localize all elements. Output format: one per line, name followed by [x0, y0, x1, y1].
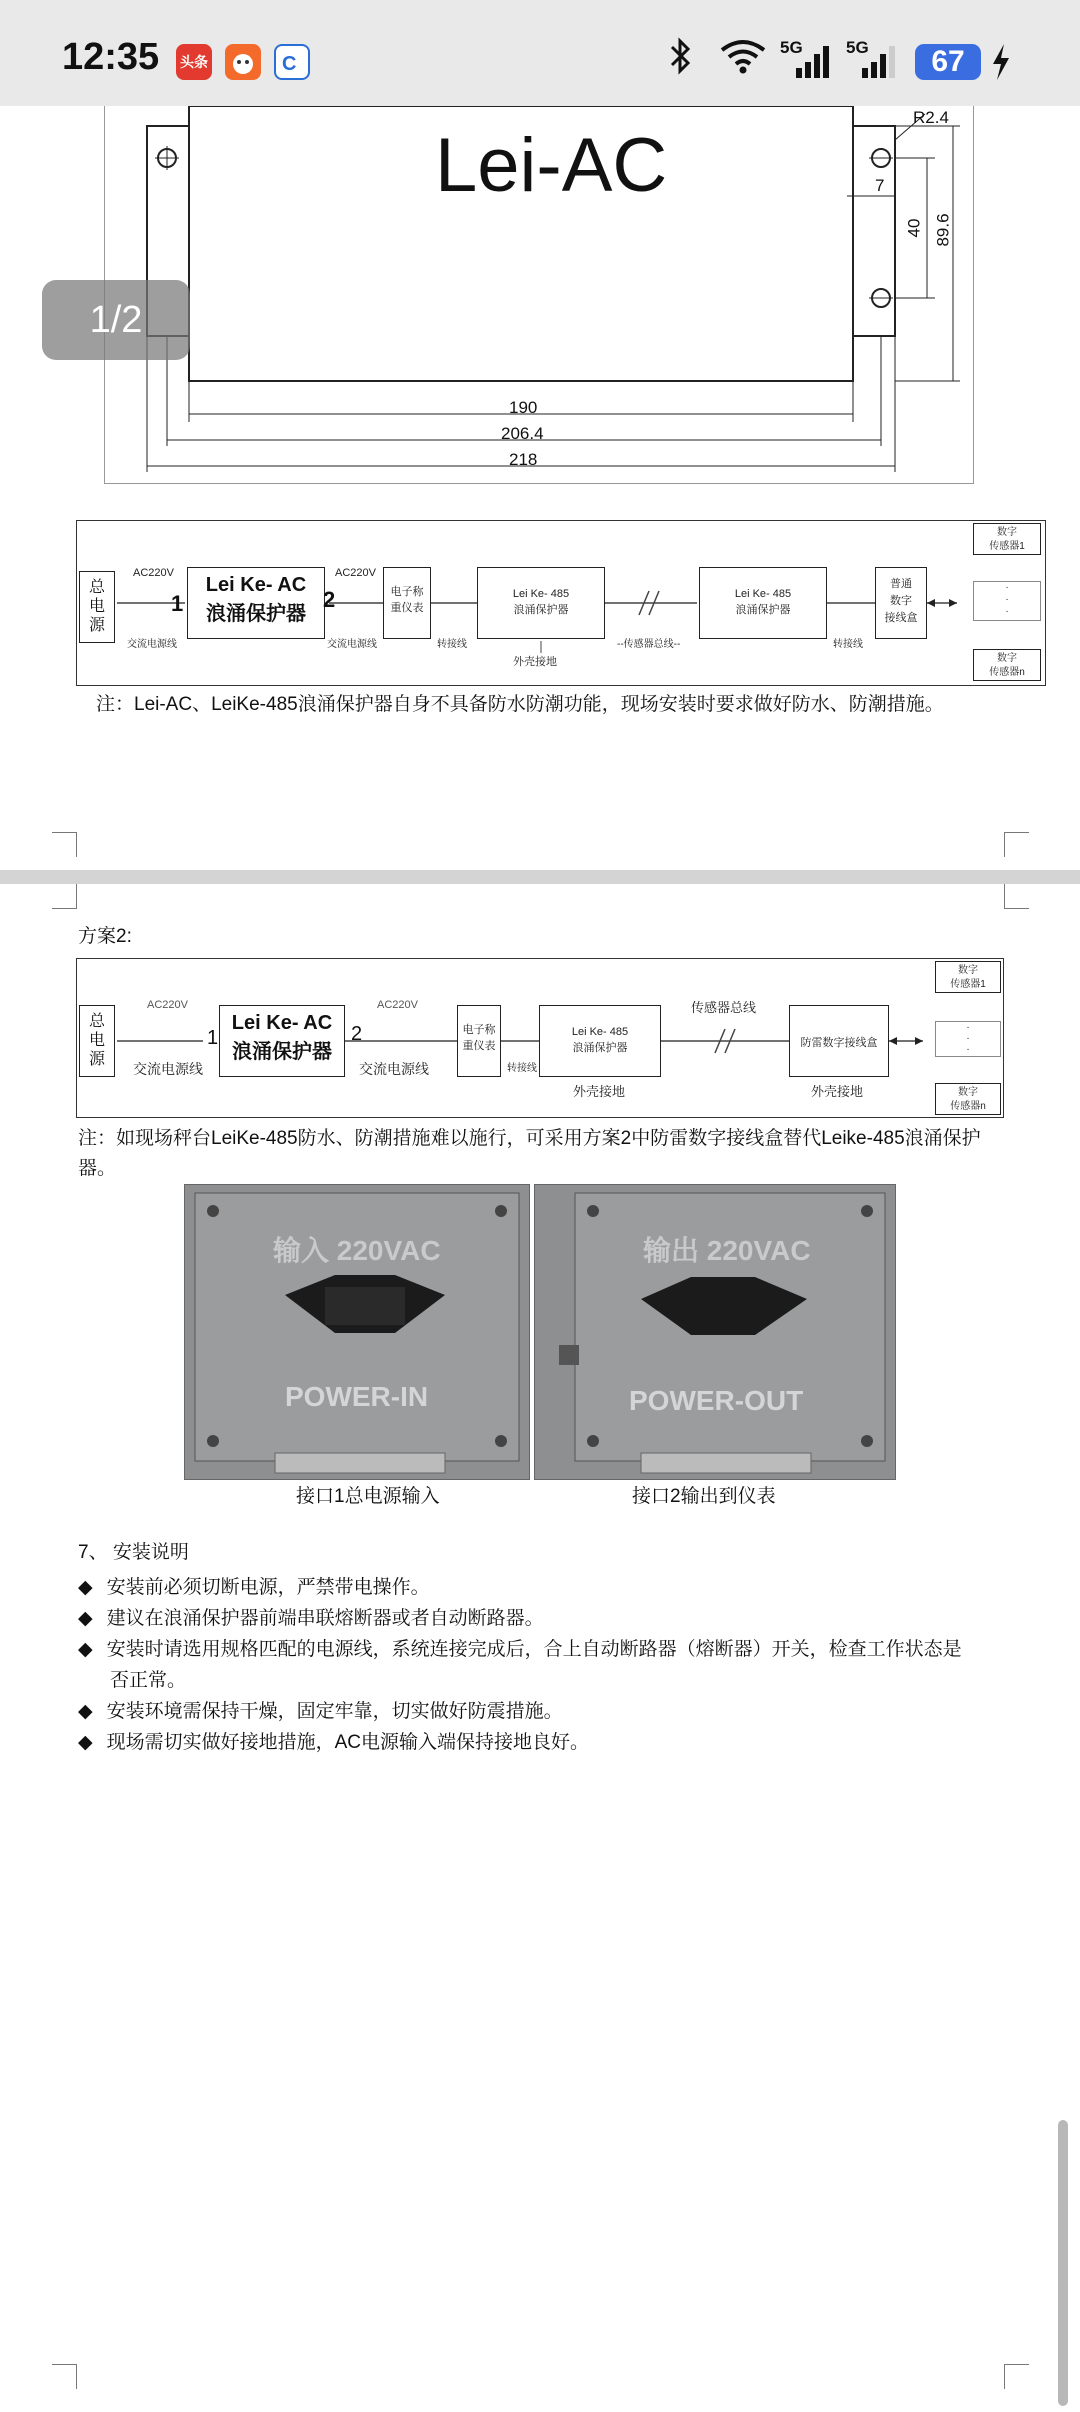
- junction-box: 普通 数字 接线盒: [875, 567, 927, 639]
- page-separator: [0, 870, 1080, 884]
- installation-bullets: [78, 1572, 1018, 1758]
- dim-radius: R2.4: [913, 108, 949, 127]
- technical-drawing: [104, 106, 974, 484]
- battery-indicator: 67: [915, 44, 981, 80]
- clock: 12:35: [62, 36, 160, 78]
- sensor-n-box-2: 数字 传感器n: [935, 1083, 1001, 1115]
- power-out-top-label: 输出 220VAC: [643, 1235, 811, 1266]
- signal-icon-2: 5G: [846, 38, 902, 80]
- power-in-top-label: 输入 220VAC: [273, 1235, 441, 1266]
- power-line-label-1: 交流电源线: [127, 639, 177, 650]
- app-icon: [274, 44, 310, 80]
- page-indicator: 1/2: [42, 280, 190, 360]
- power-out-photo: [534, 1184, 896, 1480]
- bullet-item: ◆ 安装环境需保持干燥，固定牢靠，切实做好防震措施。: [78, 1701, 563, 1722]
- port-2-label-2: 2: [351, 1023, 363, 1045]
- power-out-bottom-label: POWER-OUT: [629, 1385, 804, 1416]
- document-page-1: [0, 106, 1080, 870]
- dim-190: 190: [509, 398, 538, 417]
- svg-text:C: C: [282, 53, 297, 75]
- leike-485-protector-2: Lei Ke- 485 浪涌保护器: [539, 1005, 661, 1077]
- leike-ac-protector-2: Lei Ke- AC 浪涌保护器: [219, 1005, 345, 1077]
- sensor-1-box-2: 数字 传感器1: [935, 961, 1001, 993]
- power-line-label-2: 交流电源线: [327, 639, 377, 650]
- takeout-icon: [225, 44, 261, 80]
- bullet-item: ◆ 安装前必须切断电源，严禁带电操作。: [78, 1577, 430, 1598]
- sensor-n-box: 数字 传感器n: [973, 649, 1041, 681]
- leike-485-protector-a: Lei Ke- 485 浪涌保护器: [477, 567, 605, 639]
- bullet-item-continued: 否正常。: [110, 1670, 187, 1691]
- charging-icon: [990, 42, 1012, 87]
- ac-label-2-2: AC220V: [377, 999, 418, 1011]
- toutiao-icon: 头条: [176, 44, 212, 80]
- weighing-meter-box-2: 电子称 重仪表: [457, 1005, 501, 1077]
- dim-40: 40: [904, 218, 924, 238]
- dim-218: 218: [509, 450, 538, 469]
- sensor-dots-box: · · ·: [973, 581, 1041, 621]
- ac-label-1: AC220V: [133, 567, 174, 579]
- page-corner-br: [1004, 832, 1029, 857]
- page2-corner-bl: [52, 2364, 77, 2389]
- wiring-diagram-2: [76, 958, 1004, 1118]
- adapter-label-2: 转接线: [833, 639, 863, 650]
- page1-note: 注：Lei-AC、LeiKe-485浪涌保护器自身不具备防水防潮功能，现场安装时要求做好防水、防潮措施。: [96, 694, 944, 715]
- port-1-label-2: 1: [207, 1027, 219, 1049]
- lightning-junction-box: 防雷数字接线盒: [789, 1005, 889, 1077]
- leike-ac-protector: Lei Ke- AC 浪涌保护器: [187, 567, 325, 639]
- sensor-1-box: 数字 传感器1: [973, 523, 1041, 555]
- caption-power-in: 接口1总电源输入: [296, 1486, 440, 1507]
- page2-note: 注：如现场秤台LeiKe-485防水、防潮措施难以施行，可采用方案2中防雷数字接线盒替代Leike-485浪涌保护器。: [78, 1128, 981, 1179]
- dim-206-4: 206.4: [501, 424, 544, 443]
- page-corner-bl: [52, 832, 77, 857]
- shell-ground-label: 外壳接地: [513, 656, 557, 668]
- shell-ground-label-2-2: 外壳接地: [811, 1084, 864, 1099]
- dim-89-6: 89.6: [933, 213, 953, 247]
- sensor-dots-box-2: · · ·: [935, 1021, 1001, 1057]
- power-in-photo: [184, 1184, 530, 1480]
- main-power-box: 总 电 源: [79, 571, 115, 643]
- leike-485-protector-b: Lei Ke- 485 浪涌保护器: [699, 567, 827, 639]
- bullet-item: ◆ 建议在浪涌保护器前端串联熔断器或者自动断路器。: [78, 1608, 544, 1629]
- shell-ground-label-2-1: 外壳接地: [573, 1084, 626, 1099]
- power-line-label-2-2: 交流电源线: [359, 1061, 429, 1077]
- port-2-label: 2: [323, 587, 336, 612]
- signal-icon: 5G: [780, 38, 836, 80]
- page2-corner-tl: [52, 884, 77, 909]
- sensor-bus-label: --传感器总线--: [617, 639, 681, 650]
- adapter-label-1: 转接线: [437, 639, 467, 650]
- weighing-meter-box: 电子称 重仪表: [383, 567, 431, 639]
- bullet-item: ◆ 现场需切实做好接地措施，AC电源输入端保持接地良好。: [78, 1732, 590, 1753]
- main-power-box-2: 总 电 源: [79, 1005, 115, 1077]
- document-page-2: [0, 884, 1080, 2412]
- bullet-item: ◆ 安装时请选用规格匹配的电源线，系统连接完成后，合上自动断路器（熔断器）开关，检查工作状态是: [78, 1639, 962, 1660]
- dim-7: 7: [875, 176, 885, 195]
- page2-corner-tr: [1004, 884, 1029, 909]
- wifi-icon: [718, 36, 768, 81]
- scrollbar[interactable]: [1058, 2120, 1068, 2406]
- bluetooth-icon: [668, 36, 694, 81]
- scheme-2-title: 方案2:: [78, 926, 132, 947]
- page2-corner-br: [1004, 2364, 1029, 2389]
- caption-power-out: 接口2输出到仪表: [632, 1486, 776, 1507]
- ac-label-2: AC220V: [335, 567, 376, 579]
- power-line-label-2-1: 交流电源线: [133, 1061, 203, 1077]
- ac-label-2-1: AC220V: [147, 999, 188, 1011]
- drawing-title: Lei-AC: [435, 123, 668, 208]
- power-in-bottom-label: POWER-IN: [285, 1381, 429, 1412]
- section-title-installation: 7、 安装说明: [78, 1542, 189, 1563]
- port-1-label: 1: [171, 591, 184, 616]
- sensor-bus-label-2: 传感器总线: [691, 1000, 757, 1015]
- status-bar: [0, 0, 1080, 106]
- wiring-diagram-1: [76, 520, 1046, 686]
- adapter-label-2: 转接线: [507, 1063, 537, 1074]
